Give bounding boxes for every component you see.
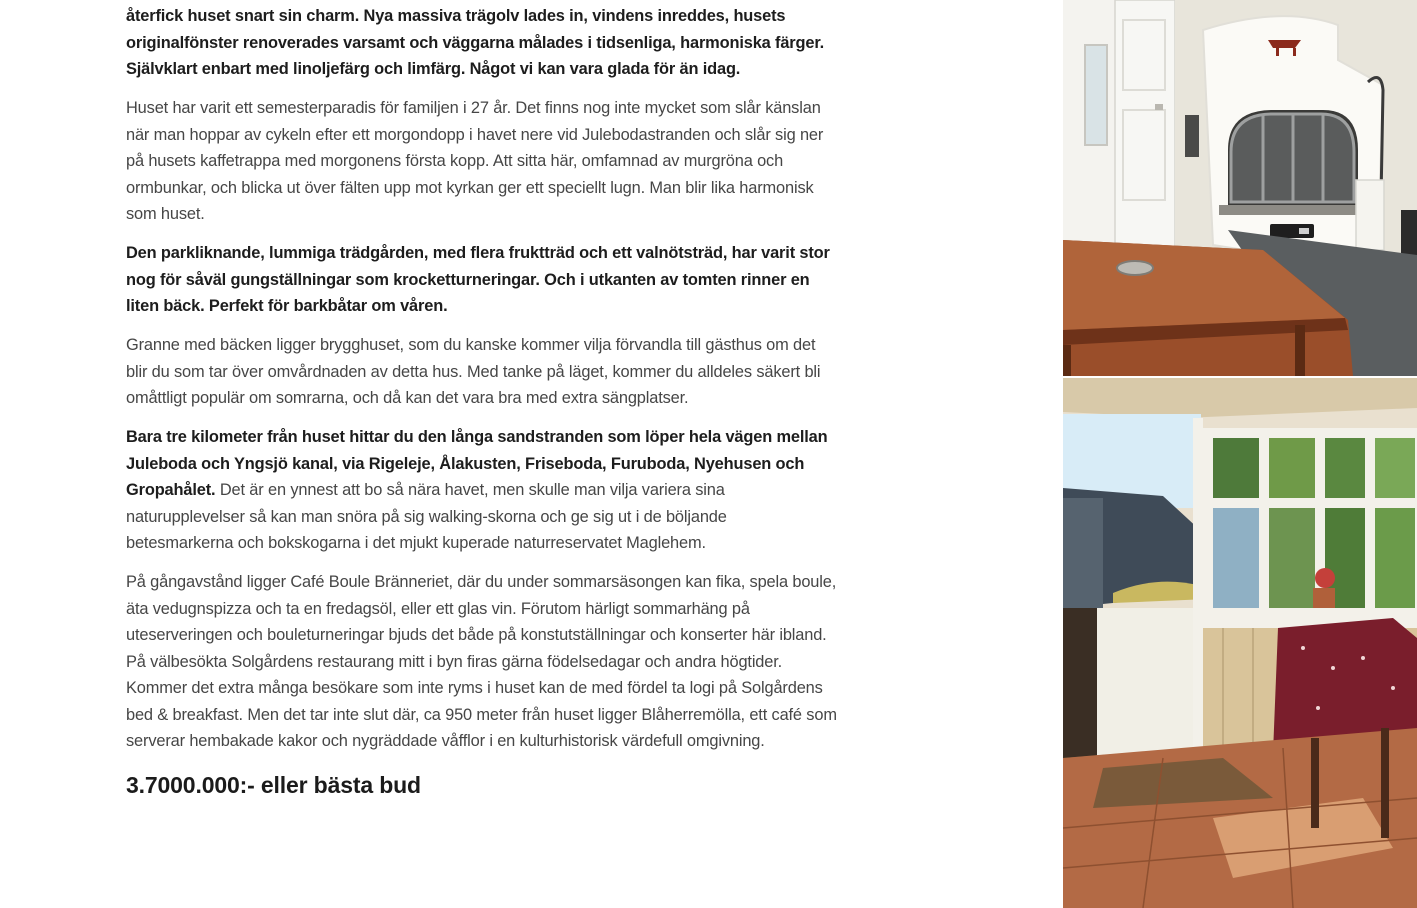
brewhouse-paragraph: Granne med bäcken ligger brygghuset, som du kanske kommer vilja förvandla till gästhus om det blir du som tar över omvårdnaden av detta hus. Med tanke på läget, kommer du alldeles säkert bli omåttligt populär om somrarna, och då kan det vara bra med extra sängplatser. bbox=[126, 336, 821, 407]
garden-paragraph: Den parkliknande, lummiga trädgården, med flera fruktträd och ett valnötsträd, har varit stor nog för såväl gungställningar som krocketturneringar. Och i utkanten av tomten rinner en liten bäck. Perfekt för barkbåtar om våren. bbox=[126, 244, 830, 315]
fireplace-photo[interactable] bbox=[1063, 0, 1417, 376]
veranda-photo[interactable] bbox=[1063, 378, 1417, 908]
price-heading: 3.7000.000:- eller bästa bud bbox=[126, 772, 421, 798]
cafe-paragraph: På gångavstånd ligger Café Boule Bränneriet, där du under sommarsäsongen kan fika, spela boule, äta vedugnspizza och ta en fredagsöl, eller ett glas vin. Förutom härligt sommarhäng på uteserveringen och bouleturneringar bjuds det både på konstutställningar och konserter här ibland. På välbesökta Solgårdens restaurang mitt i byn firas gärna födelsedagar och andra högtider. Kommer det extra många besökare som inte ryms i huset kan de med fördel ta logi på Solgårdens bed & breakfast. Men det tar inte slut där, ca 950 meter från huset ligger Blåherremölla, ett café som serverar hembakade kakor och nygräddade våfflor i en kulturhistorisk värdefull omgivning. bbox=[126, 573, 837, 750]
intro-paragraph: återfick huset snart sin charm. Nya massiva trägolv lades in, vindens inreddes, husets originalfönster renoverades varsamt och väggarna målades i tidsenliga, harmoniska färger. Självklart enbart med linoljefärg och limfärg. Något vi kan vara glada för än idag. bbox=[126, 7, 825, 78]
beach-paragraph bbox=[126, 424, 838, 557]
photo-gallery bbox=[1063, 0, 1417, 908]
summer-paragraph: Huset har varit ett semesterparadis för familjen i 27 år. Det finns nog inte mycket som slår känslan när man hoppar av cykeln efter ett morgondopp i havet nere vid Julebodastranden och slår sig ner på husets kaffetrappa med morgonens första kopp. Att sitta här, omfamnad av murgröna och ormbunkar, och blicka ut över fälten upp mot kyrkan ger ett speciellt lugn. Man blir lika harmonisk som huset. bbox=[126, 99, 824, 223]
article bbox=[126, 3, 838, 800]
beach-paragraph-body: Det är en ynnest att bo så nära havet, men skulle man vilja variera sina naturupplevelser så kan man snöra på sig walking-skorna och ge sig ut i de böljande betesmarkerna och bokskogarna i det mjukt kuperade naturreservatet Maglehem. bbox=[126, 481, 727, 552]
beach-paragraph-lead: Bara tre kilometer från huset hittar du den långa sandstranden som löper hela vägen mellan Juleboda och Yngsjö kanal, via Rigeleje, Ålakusten, Friseboda, Furuboda, Nyehusen och Gropahålet. bbox=[126, 428, 828, 499]
